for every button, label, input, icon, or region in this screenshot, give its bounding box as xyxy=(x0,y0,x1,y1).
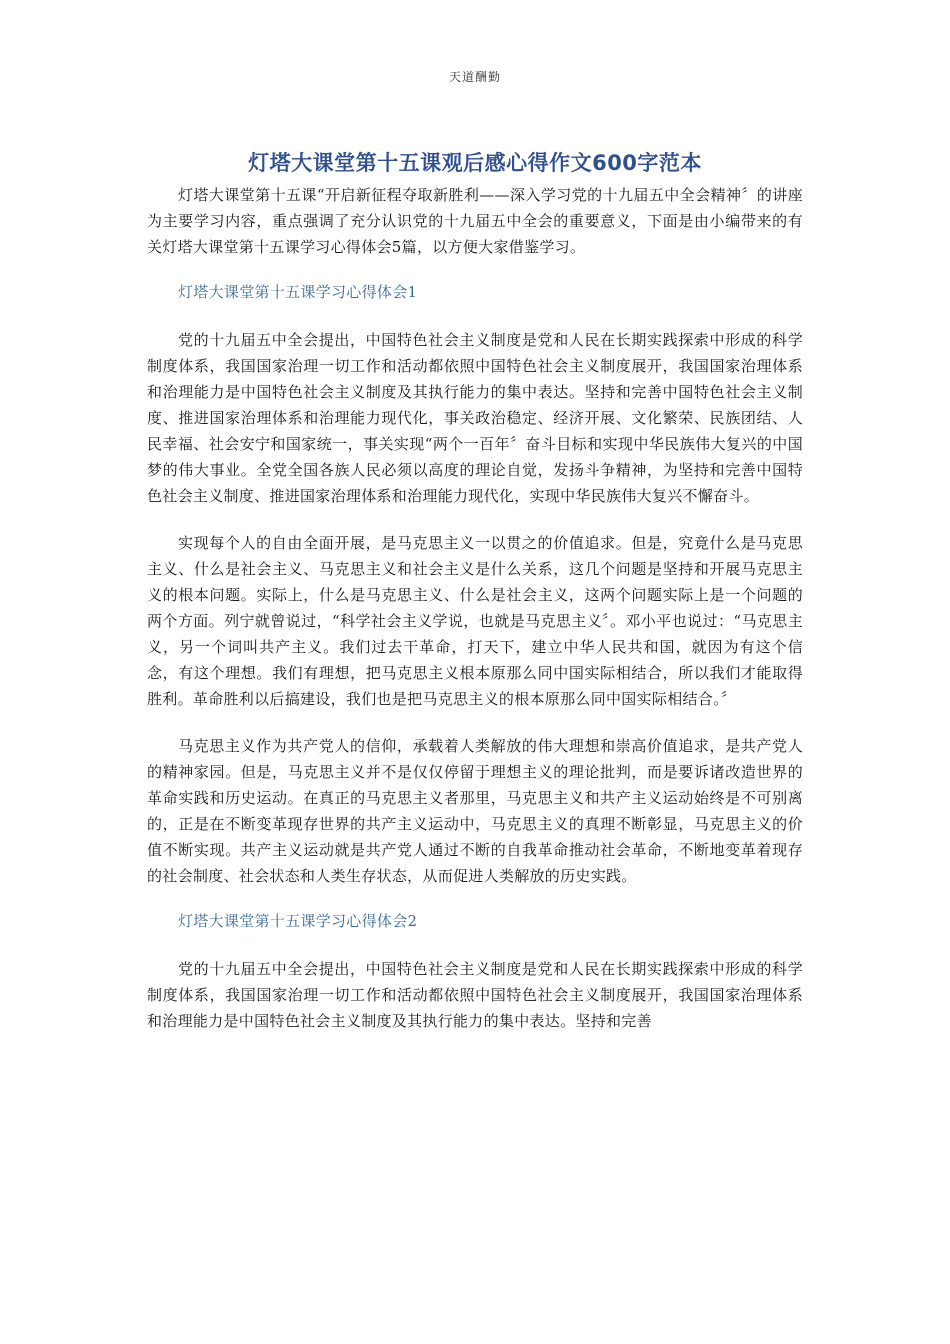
section-1-paragraph-3: 马克思主义作为共产党人的信仰，承载着人类解放的伟大理想和崇高价值追求，是共产党人的精神家园。但是，马克思主义并不是仅仅停留于理想主义的理论批判，而是要诉诸改造世界的革命实践和历史运动。在真正的马克思主义者那里，马克思主义和共产主义运动始终是不可别离的，正是在不断变革现存世界的共产主义运动中，马克思主义的真理不断彰显，马克思主义的价值不断实现。共产主义运动就是共产党人通过不断的自我革命推动社会革命，不断地变革着现存的社会制度、社会状态和人类生存状态，从而促进人类解放的历史实践。 xyxy=(147,737,803,885)
document-body xyxy=(147,182,803,1055)
section-1-paragraph-1: 党的十九届五中全会提出，中国特色社会主义制度是党和人民在长期实践探索中形成的科学制度体系，我国国家治理一切工作和活动都依照中国特色社会主义制度展开，我国国家治理体系和治理能力是中国特色社会主义制度及其执行能力的集中表达。坚持和完善中国特色社会主义制度、推进国家治理体系和治理能力现代化，事关政治稳定、经济开展、文化繁荣、民族团结、人民幸福、社会安宁和国家统一，事关实现“两个一百年〞奋斗目标和实现中华民族伟大复兴的中国梦的伟大事业。全党全国各族人民必须以高度的理论自觉，发扬斗争精神，为坚持和完善中国特色社会主义制度、推进国家治理体系和治理能力现代化，实现中华民族伟大复兴不懈奋斗。 xyxy=(147,331,803,505)
intro-paragraph: 灯塔大课堂第十五课“开启新征程夺取新胜利——深入学习党的十九届五中全会精神〞的讲座为主要学习内容，重点强调了充分认识党的十九届五中全会的重要意义，下面是由小编带来的有关灯塔大课堂第十五课学习心得体会5篇，以方便大家借鉴学习。 xyxy=(147,186,803,256)
header-watermark-text: 天道酬勤 xyxy=(448,70,501,84)
section-heading-1: 灯塔大课堂第十五课学习心得体会1 xyxy=(178,283,418,301)
section-1-paragraph-2: 实现每个人的自由全面开展，是马克思主义一以贯之的价值追求。但是，究竟什么是马克思主义、什么是社会主义、马克思主义和社会主义是什么关系，这几个问题是坚持和开展马克思主义的根本问题。实际上，什么是马克思主义、什么是社会主义，这两个问题实际上是一个问题的两个方面。列宁就曾说过，“科学社会主义学说，也就是马克思主义〞。邓小平也说过：“马克思主义，另一个词叫共产主义。我们过去干革命，打天下，建立中华人民共和国，就因为有这个信念，有这个理想。我们有理想，把马克思主义根本原那么同中国实际相结合，所以我们才能取得胜利。革命胜利以后搞建设，我们也是把马克思主义的根本原那么同中国实际相结合。〞 xyxy=(147,534,803,708)
document-title: 灯塔大课堂第十五课观后感心得作文600字范本 xyxy=(248,151,702,176)
section-heading-2: 灯塔大课堂第十五课学习心得体会2 xyxy=(178,912,418,930)
section-2-paragraph-1: 党的十九届五中全会提出，中国特色社会主义制度是党和人民在长期实践探索中形成的科学制度体系，我国国家治理一切工作和活动都依照中国特色社会主义制度展开，我国国家治理体系和治理能力是中国特色社会主义制度及其执行能力的集中表达。坚持和完善 xyxy=(147,960,803,1030)
